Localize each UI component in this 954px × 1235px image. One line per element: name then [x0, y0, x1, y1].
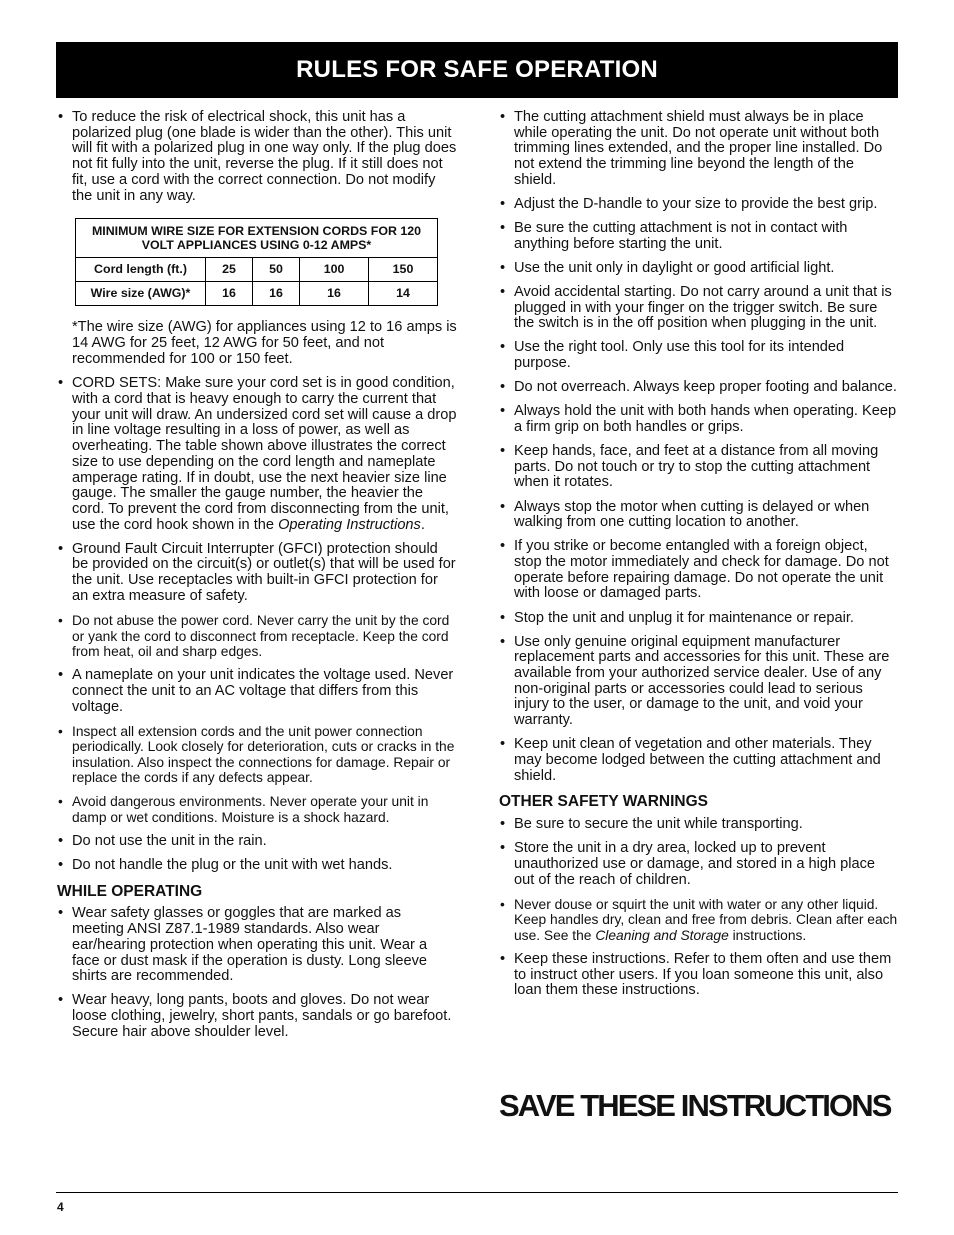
bullet-gfci: • Ground Fault Circuit Interrupter (GFCI) protection should be provided on the circuit(s) or outlet(s) that will be used for the unit. Use receptacles with built-in GFCI protection for an extra measure of safety.	[57, 542, 457, 605]
bullet-moving-parts: • Keep hands, face, and feet at a distance from all moving parts. Do not touch or try to stop the cutting attachment when it rotates.	[499, 444, 898, 491]
bullet-keep-instructions: • Keep these instructions. Refer to them often and use them to instruct other users. If you loan someone this unit, also loan them these instructions.	[499, 952, 898, 999]
table-cell: 16	[253, 282, 300, 306]
table-row	[76, 282, 438, 306]
bullet-no-water-text: Never douse or squirt the unit with water or any other liquid. Keep handles dry, clean and free from debris. Clean after each use. See the	[514, 896, 898, 943]
bullet-dangerous-environments: • Avoid dangerous environments. Never operate your unit in damp or wet conditions. Moisture is a shock hazard.	[57, 794, 457, 825]
bullet-cord-sets-end: .	[420, 516, 425, 533]
bullet-both-hands: • Always hold the unit with both hands when operating. Keep a firm grip on both handles or grips.	[499, 404, 898, 435]
bullet-no-water	[499, 897, 898, 944]
other-safety-warnings-heading: OTHER SAFETY WARNINGS	[499, 793, 708, 811]
table-cell: 16	[300, 282, 369, 306]
right-bullet-list	[499, 110, 898, 784]
table-cell: 50	[253, 258, 300, 282]
table-cell: 16	[206, 282, 253, 306]
table-cell: 25	[206, 258, 253, 282]
bullet-power-cord: • Do not abuse the power cord. Never carry the unit by the cord or yank the cord to disconnect from receptacle. Keep the cord from heat, oil and sharp edges.	[57, 613, 457, 660]
right-column	[499, 110, 898, 1007]
other-warnings-list	[499, 817, 898, 999]
bullet-storage: • Store the unit in a dry area, locked up to prevent unauthorized use or damage, and stored in a high place out of the reach of children.	[499, 841, 898, 888]
bullet-foreign-object: • If you strike or become entangled with a foreign object, stop the motor immediately and check for damage. Do not operate before repairing damage. Do not operate the unit with loose or damaged parts.	[499, 539, 898, 602]
section-header-bar	[56, 42, 898, 98]
bullet-accidental-starting: • Avoid accidental starting. Do not carry around a unit that is plugged in with your finger on the trigger switch. Be sure the switch is in the off position when plugging in the unit.	[499, 285, 898, 332]
bullet-nameplate: • A nameplate on your unit indicates the voltage used. Never connect the unit to an AC voltage that differs from this voltage.	[57, 668, 457, 715]
bullet-genuine-parts: • Use only genuine original equipment manufacturer replacement parts and accessories for this unit. These are available from your authorized service dealer. Use of any non-original parts or accessories could lead to serious injury to the user, or damage to the unit, and void your warranty.	[499, 635, 898, 729]
cleaning-storage-reference: Cleaning and Storage	[595, 927, 729, 943]
bullet-polarized-plug: • To reduce the risk of electrical shock, this unit has a polarized plug (one blade is wider than the other). This unit will fit with a polarized plug in one way only. If the plug does not fit fully into the unit, reverse the plug. If it still does not fit, use a cord with the correct connection. Do not modify the unit in any way.	[57, 110, 457, 204]
table-cell: 14	[369, 282, 438, 306]
left-bullet-list	[57, 376, 457, 873]
page-number: 4	[57, 1200, 64, 1214]
page-title: RULES FOR SAFE OPERATION	[296, 56, 658, 83]
bullet-overreach: • Do not overreach. Always keep proper footing and balance.	[499, 380, 898, 396]
table-footnote: *The wire size (AWG) for appliances using 12 to 16 amps is 14 AWG for 25 feet, 12 AWG for 50 feet, and not recommended for 100 or 150 feet.	[72, 319, 457, 367]
bullet-stop-motor: • Always stop the motor when cutting is delayed or when walking from one cutting location to another.	[499, 500, 898, 531]
bullet-cord-sets-text: CORD SETS: Make sure your cord set is in good condition, with a cord that is heavy enough to carry the current that your unit will draw. An undersized cord set will cause a drop in line voltage resulting in a loss of power, as well as overheating. The table shown above illustrates the correct size to use depending on the cord length and nameplate amperage rating. If in doubt, use the next heavier size line gauge. The smaller the gauge number, the heavier the cord. To prevent the cord from disconnecting from the unit, use the cord hook shown in the	[72, 375, 457, 533]
bullet-rain: • Do not use the unit in the rain.	[57, 834, 457, 850]
bullet-shield: • The cutting attachment shield must always be in place while operating the unit. Do not operate unit without both trimming lines extended, and the proper line installed. Do not extend the trimming line beyond the length of the shield.	[499, 110, 898, 189]
bullet-keep-clean: • Keep unit clean of vegetation and other materials. They may become lodged between the cutting attachment and shield.	[499, 737, 898, 784]
left-column	[57, 110, 457, 1049]
while-operating-heading: WHILE OPERATING	[57, 882, 203, 900]
extension-cord-table	[75, 218, 438, 306]
table-row	[76, 258, 438, 282]
table-row-label: Wire size (AWG)*	[76, 282, 206, 306]
bullet-cutting-attachment-contact: • Be sure the cutting attachment is not in contact with anything before starting the unit.	[499, 221, 898, 252]
table-cell: 100	[300, 258, 369, 282]
while-operating-list	[57, 906, 457, 1040]
operating-instructions-reference: Operating Instructions	[278, 516, 421, 533]
bullet-safety-glasses: • Wear safety glasses or goggles that are marked as meeting ANSI Z87.1-1989 standards. Also wear ear/hearing protection when operating this unit. Wear a face or dust mask if the operation is dusty. Long sleeve shirts are recommended.	[57, 906, 457, 985]
footer-divider	[56, 1192, 898, 1193]
bullet-daylight: • Use the unit only in daylight or good artificial light.	[499, 261, 898, 277]
bullet-transport: • Be sure to secure the unit while transporting.	[499, 817, 898, 833]
bullet-inspect-cords: • Inspect all extension cords and the unit power connection periodically. Look closely for deterioration, cuts or cracks in the insulation. Also inspect the connections for damage. Repair or replace the cords if any defects appear.	[57, 724, 457, 786]
extension-cord-table-title: MINIMUM WIRE SIZE FOR EXTENSION CORDS FOR 120 VOLT APPLIANCES USING 0-12 AMPS*	[76, 219, 438, 258]
bullet-right-tool: • Use the right tool. Only use this tool for its intended purpose.	[499, 340, 898, 371]
bullet-cord-sets	[57, 376, 457, 533]
table-cell: 150	[369, 258, 438, 282]
bullet-heavy-pants: • Wear heavy, long pants, boots and gloves. Do not wear loose clothing, jewelry, short pants, sandals or go barefoot. Secure hair above shoulder level.	[57, 993, 457, 1040]
save-instructions-title: SAVE THESE INSTRUCTIONS	[499, 1088, 891, 1123]
bullet-maintenance: • Stop the unit and unplug it for maintenance or repair.	[499, 611, 898, 627]
left-bullet-list-top	[57, 110, 457, 204]
bullet-d-handle: • Adjust the D-handle to your size to provide the best grip.	[499, 197, 898, 213]
bullet-wet-hands: • Do not handle the plug or the unit with wet hands.	[57, 858, 457, 874]
table-row-label: Cord length (ft.)	[76, 258, 206, 282]
bullet-no-water-end: instructions.	[728, 927, 807, 943]
